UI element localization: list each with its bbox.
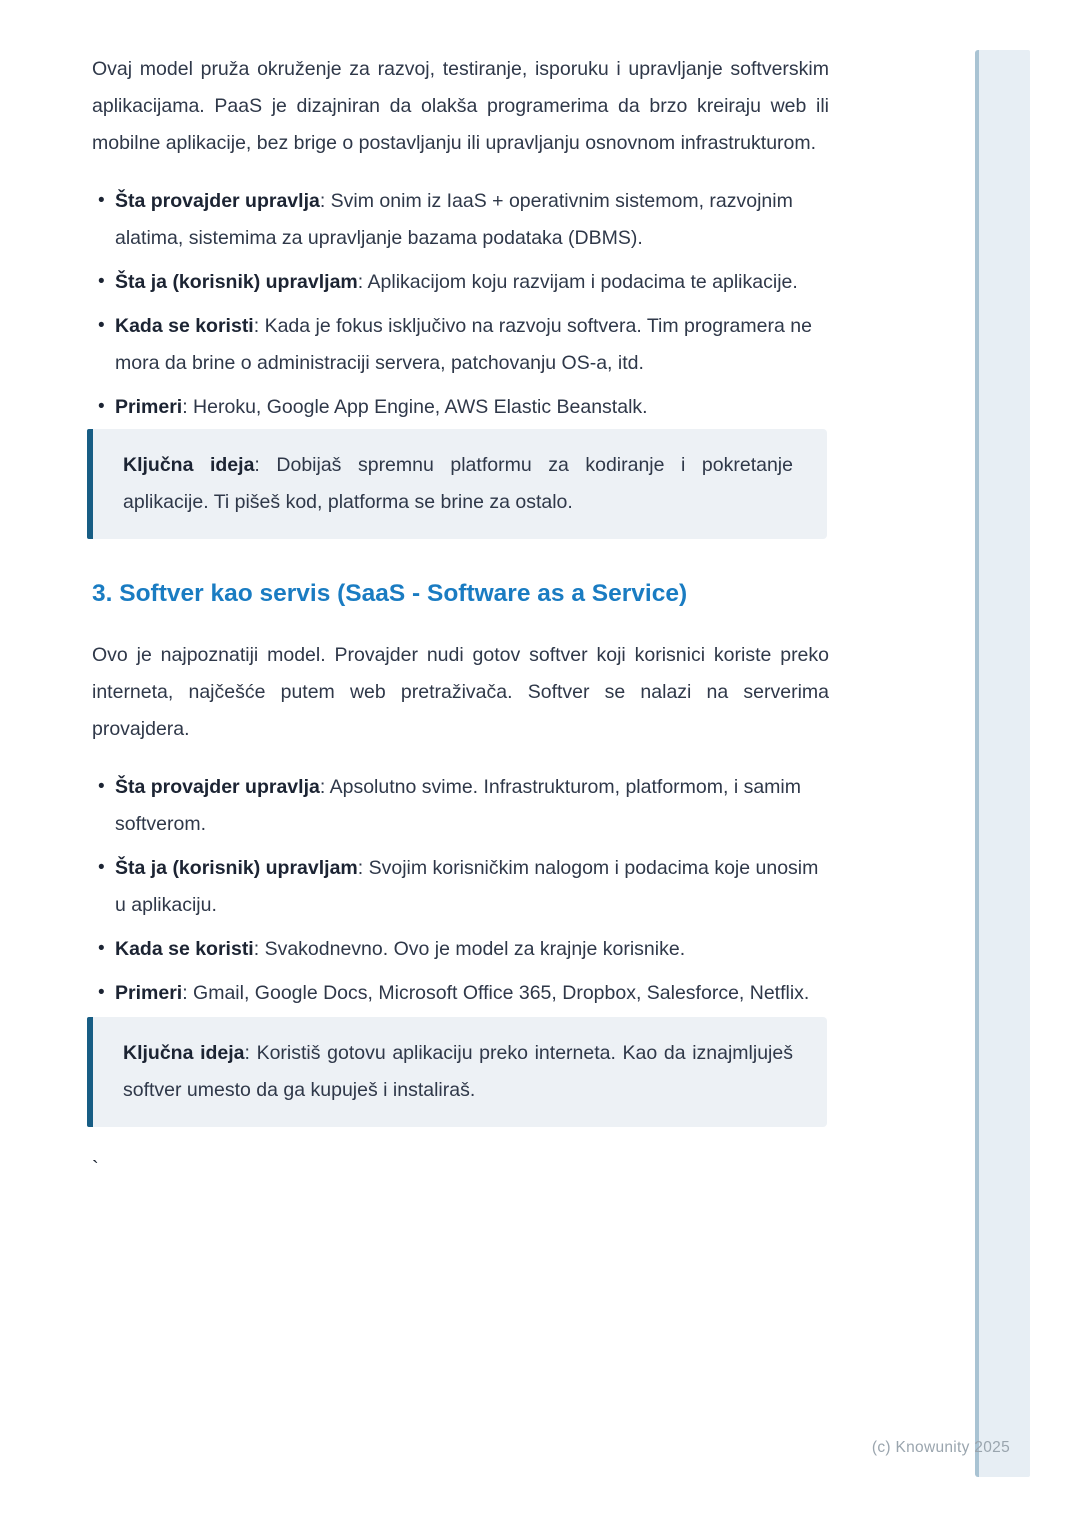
bullet-icon: • [98, 190, 105, 211]
colon-separator: : [182, 396, 194, 418]
key-idea-callout-paas [87, 429, 827, 539]
list-item [92, 850, 829, 924]
colon-separator: : [254, 454, 277, 476]
list-item [92, 975, 829, 1012]
item-label: Šta ja (korisnik) upravljam [115, 271, 358, 293]
bullet-icon: • [98, 271, 105, 292]
item-text: Heroku, Google App Engine, AWS Elastic Beanstalk. [193, 396, 648, 418]
colon-separator: : [319, 190, 331, 212]
bullet-icon: • [98, 938, 105, 959]
item-text: Aplikacijom koju razvijam i podacima te aplikacije. [367, 271, 798, 293]
item-text: Kada je fokus isključivo na razvoju softvera. Tim programera ne mora da brine o administraciji servera, patchovanju OS-a, itd. [115, 315, 812, 374]
item-label: Šta provajder upravlja [115, 190, 320, 212]
callout-label: Ključna ideja [123, 1042, 245, 1064]
bullet-icon: • [98, 776, 105, 797]
item-label: Kada se koristi [115, 315, 254, 337]
list-item [92, 769, 829, 843]
colon-separator: : [357, 857, 369, 879]
saas-intro-paragraph: Ovo je najpoznatiji model. Provajder nudi gotov softver koji korisnici koriste preko interneta, najčešće putem web pretraživača. Softver se nalazi na serverima provajdera. [92, 644, 829, 740]
item-label: Šta provajder upravlja [115, 776, 320, 798]
colon-separator: : [244, 1042, 257, 1064]
callout-label: Ključna ideja [123, 454, 255, 476]
item-text: Svim onim iz IaaS + operativnim sistemom, razvojnim alatima, sistemima za upravljanje bazama podataka (DBMS). [115, 190, 793, 249]
list-item [92, 308, 829, 382]
item-label: Kada se koristi [115, 938, 254, 960]
list-item [92, 264, 829, 301]
item-label: Šta ja (korisnik) upravljam [115, 857, 358, 879]
item-text: Svojim korisničkim nalogom i podacima koje unosim u aplikaciju. [115, 857, 819, 916]
item-text: Svakodnevno. Ovo je model za krajnje korisnike. [264, 938, 686, 960]
item-text: Gmail, Google Docs, Microsoft Office 365, Dropbox, Salesforce, Netflix. [193, 982, 810, 1004]
list-item [92, 931, 829, 968]
colon-separator: : [253, 938, 265, 960]
list-item [92, 183, 829, 257]
saas-fact-list [92, 769, 829, 1012]
bullet-icon: • [98, 857, 105, 878]
document-page [92, 0, 829, 1179]
copyright-notice: (c) Knowunity 2025 [871, 1439, 1010, 1456]
paas-fact-list [92, 183, 829, 426]
list-item [92, 389, 829, 426]
colon-separator: : [182, 982, 194, 1004]
paas-intro-paragraph: Ovaj model pruža okruženje za razvoj, testiranje, isporuku i upravljanje softverskim aplikacijama. PaaS je dizajniran da olakša programerima da brzo kreiraju web ili mobilne aplikacije, bez brige o postavljanju ili upravljanju osnovnom infrastrukturom. [92, 58, 829, 154]
item-label: Primeri [115, 982, 183, 1004]
saas-section-heading: 3. Softver kao servis (SaaS - Software as a Service) [92, 580, 688, 607]
bullet-icon: • [98, 982, 105, 1003]
callout-text: Dobijaš spremnu platformu za kodiranje i pokretanje aplikacije. Ti pišeš kod, platforma se brine za ostalo. [123, 454, 793, 513]
callout-text: Koristiš gotovu aplikaciju preko interneta. Kao da iznajmljuješ softver umesto da ga kupuješ i instaliraš. [123, 1042, 793, 1101]
colon-separator: : [319, 776, 330, 798]
key-idea-callout-saas [87, 1017, 827, 1127]
colon-separator: : [357, 271, 368, 293]
bullet-icon: • [98, 396, 105, 417]
item-text: Apsolutno svime. Infrastrukturom, platformom, i samim softverom. [115, 776, 801, 835]
page-edge-strip [975, 50, 1030, 1477]
bullet-icon: • [98, 315, 105, 336]
item-label: Primeri [115, 396, 183, 418]
stray-backtick-character: ` [92, 1158, 99, 1180]
colon-separator: : [253, 315, 265, 337]
